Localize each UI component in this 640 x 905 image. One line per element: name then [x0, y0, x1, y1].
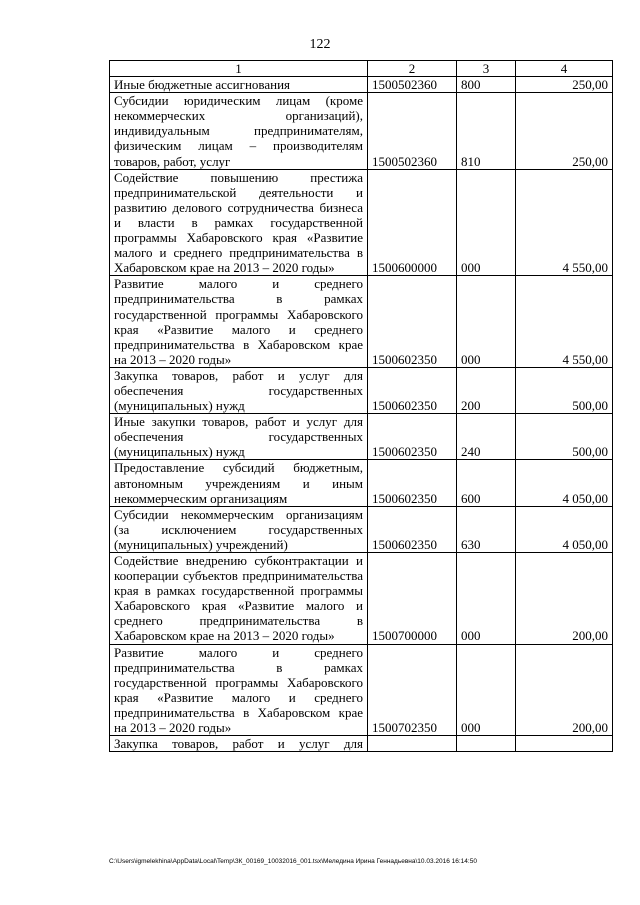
row-code: 1500600000	[368, 169, 457, 276]
row-code: 1500702350	[368, 644, 457, 736]
row-name: Закупка товаров, работ и услуг для	[110, 736, 368, 752]
row-amount: 4 050,00	[516, 460, 613, 506]
row-code: 1500502360	[368, 93, 457, 169]
row-amount: 250,00	[516, 93, 613, 169]
table-row	[110, 736, 613, 752]
column-header: 4	[516, 61, 613, 77]
row-amount	[516, 736, 613, 752]
row-amount: 4 550,00	[516, 169, 613, 276]
table-row	[110, 367, 613, 413]
row-code: 1500700000	[368, 553, 457, 645]
row-amount: 4 050,00	[516, 506, 613, 552]
row-type: 600	[457, 460, 516, 506]
row-type: 200	[457, 367, 516, 413]
column-header: 2	[368, 61, 457, 77]
row-code	[368, 736, 457, 752]
table-row	[110, 460, 613, 506]
document-footer-path: C:\Users\igmelekhina\AppData\Local\Temp\ЗК_00169_10032016_001.tsx\Меледина Ирина Геннадьевна\10.03.2016 16:14:50	[109, 858, 477, 865]
row-name: Развитие малого и среднего предпринимательства в рамках государственной программы Хабаровского края «Развитие малого и среднего предпринимательства в Хабаровском крае на 2013 – 2020 годы»	[110, 276, 368, 368]
row-code: 1500502360	[368, 77, 457, 93]
row-amount: 500,00	[516, 414, 613, 460]
row-type: 000	[457, 644, 516, 736]
table-row	[110, 414, 613, 460]
row-amount: 250,00	[516, 77, 613, 93]
row-code: 1500602350	[368, 276, 457, 368]
row-amount: 500,00	[516, 367, 613, 413]
table-row	[110, 553, 613, 645]
row-code: 1500602350	[368, 506, 457, 552]
row-type: 240	[457, 414, 516, 460]
table-header-row	[110, 61, 613, 77]
row-code: 1500602350	[368, 460, 457, 506]
row-code: 1500602350	[368, 414, 457, 460]
row-name: Предоставление субсидий бюджетным, автономным учреждениям и иным некоммерческим организациям	[110, 460, 368, 506]
row-type: 810	[457, 93, 516, 169]
table-row	[110, 169, 613, 276]
row-type: 000	[457, 276, 516, 368]
budget-table	[109, 60, 613, 752]
row-type: 000	[457, 553, 516, 645]
table-row	[110, 93, 613, 169]
row-type: 800	[457, 77, 516, 93]
row-amount: 4 550,00	[516, 276, 613, 368]
row-name: Субсидии юридическим лицам (кроме некоммерческих организаций), индивидуальным предпринимателям, физическим лицам – производителям товаров, работ, услуг	[110, 93, 368, 169]
column-header: 3	[457, 61, 516, 77]
row-code: 1500602350	[368, 367, 457, 413]
table-row	[110, 644, 613, 736]
row-name: Закупка товаров, работ и услуг для обеспечения государственных (муниципальных) нужд	[110, 367, 368, 413]
row-name: Содействие повышению престижа предпринимательской деятельности и развитию делового сотрудничества бизнеса и власти в рамках государственной программы Хабаровского края «Развитие малого и среднего предпринимательства в Хабаровском крае на 2013 – 2020 годы»	[110, 169, 368, 276]
table-row	[110, 506, 613, 552]
row-name: Развитие малого и среднего предпринимательства в рамках государственной программы Хабаровского края «Развитие малого и среднего предпринимательства в Хабаровском крае на 2013 – 2020 годы»	[110, 644, 368, 736]
row-name: Содействие внедрению субконтрактации и кооперации субъектов предпринимательства края в рамках государственной программы Хабаровского края «Развитие малого и среднего предпринимательства в Хабаровском крае на 2013 – 2020 годы»	[110, 553, 368, 645]
table-row	[110, 276, 613, 368]
row-name: Иные бюджетные ассигнования	[110, 77, 368, 93]
row-amount: 200,00	[516, 644, 613, 736]
column-header: 1	[110, 61, 368, 77]
row-amount: 200,00	[516, 553, 613, 645]
row-name: Субсидии некоммерческим организациям (за исключением государственных (муниципальных) учреждений)	[110, 506, 368, 552]
table-row	[110, 77, 613, 93]
row-type: 000	[457, 169, 516, 276]
row-type	[457, 736, 516, 752]
row-type: 630	[457, 506, 516, 552]
row-name: Иные закупки товаров, работ и услуг для обеспечения государственных (муниципальных) нужд	[110, 414, 368, 460]
page-number: 122	[309, 37, 331, 52]
